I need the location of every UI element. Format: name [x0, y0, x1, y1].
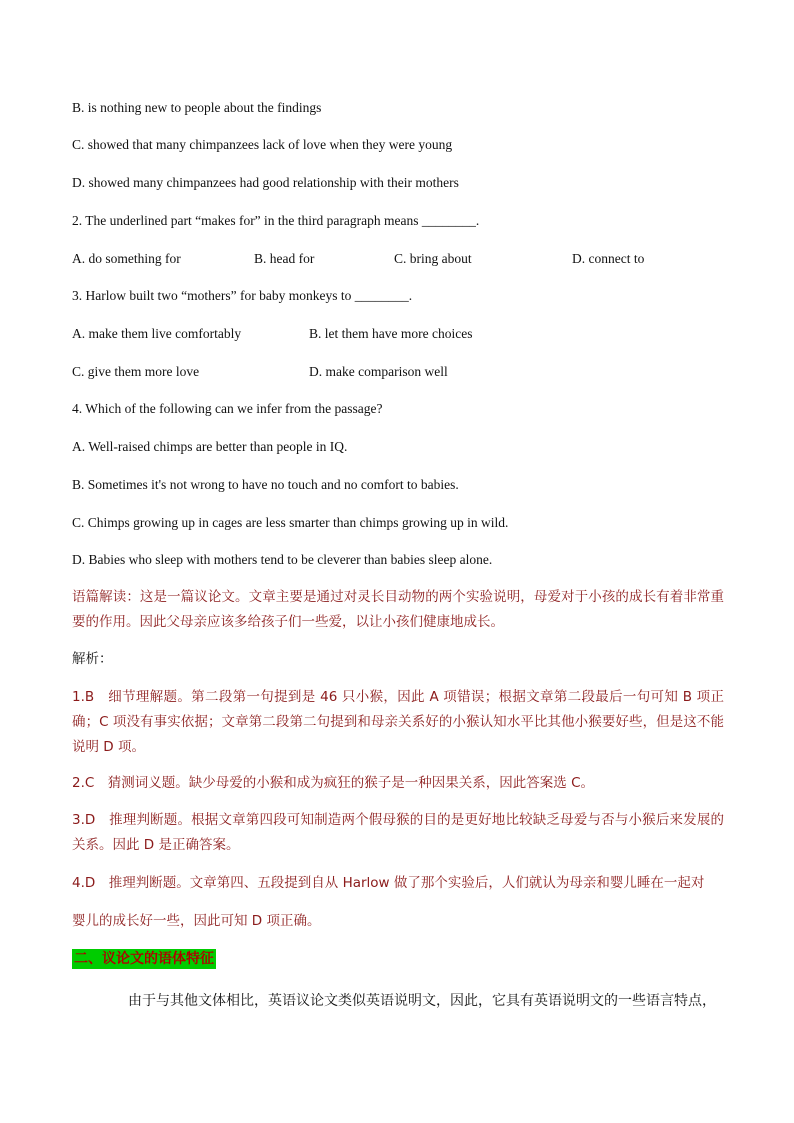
- q4-option-b: B. Sometimes it's not wrong to have no touch and no comfort to babies.: [72, 477, 459, 492]
- q2-option-b: B. head for: [254, 251, 315, 266]
- q3-option-d: D. make comparison well: [309, 364, 448, 379]
- q4-option-d: D. Babies who sleep with mothers tend to be cleverer than babies sleep alone.: [72, 552, 493, 567]
- answer-1-explanation: 1.B 细节理解题。第二段第一句提到是 46 只小猴，因此 A 项错误；根据文章第二段最后一句可知 B 项正确；C 项没有事实依据；文章第二段第二句提到和母亲关系好的小猴认知水平比其他小猴要好些，但是这不能说明 D 项。: [72, 689, 724, 755]
- answer-4-explanation-line2: 婴儿的成长好一些，因此可知 D 项正确。: [72, 913, 321, 929]
- passage-summary: 语篇解读：这是一篇议论文。文章主要是通过对灵长目动物的两个实验说明，母爱对于小孩的成长有着非常重要的作用。因此父母亲应该多给孩子们一些爱，以让小孩们健康地成长。: [72, 589, 724, 630]
- section-heading: 二、议论文的语体特征: [74, 951, 214, 967]
- q1-option-c: C. showed that many chimpanzees lack of love when they were young: [72, 137, 453, 152]
- q3-option-b: B. let them have more choices: [309, 326, 473, 341]
- q3-stem: 3. Harlow built two “mothers” for baby monkeys to ________.: [72, 288, 413, 303]
- q2-option-a: A. do something for: [72, 251, 181, 266]
- q3-options-row1: [72, 326, 732, 342]
- q3-option-a: A. make them live comfortably: [72, 326, 242, 341]
- q1-option-d: D. showed many chimpanzees had good relationship with their mothers: [72, 175, 459, 190]
- q1-option-b: B. is nothing new to people about the findings: [72, 100, 322, 115]
- answer-2-explanation: 2.C 猜测词义题。缺少母爱的小猴和成为疯狂的猴子是一种因果关系，因此答案选 C。: [72, 775, 595, 791]
- section-intro-paragraph: 由于与其他文体相比，英语议论文类似英语说明文，因此，它具有英语说明文的一些语言特点，: [128, 993, 716, 1009]
- analysis-label: 解析：: [72, 651, 113, 667]
- q2-option-c: C. bring about: [394, 251, 472, 266]
- answer-3-explanation: 3.D 推理判断题。根据文章第四段可知制造两个假母猴的目的是更好地比较缺乏母爱与否与小猴后来发展的关系。因此 D 是正确答案。: [72, 812, 724, 853]
- q4-stem: 4. Which of the following can we infer from the passage?: [72, 401, 383, 416]
- q2-option-d: D. connect to: [572, 251, 645, 266]
- q3-options-row2: [72, 364, 732, 380]
- q2-stem: 2. The underlined part “makes for” in the third paragraph means ________.: [72, 213, 480, 228]
- q4-option-a: A. Well-raised chimps are better than people in IQ.: [72, 439, 348, 454]
- answer-4-explanation-line1: 4.D 推理判断题。文章第四、五段提到自从 Harlow 做了那个实验后，人们就认为母亲和婴儿睡在一起对: [72, 875, 705, 891]
- q4-option-c: C. Chimps growing up in cages are less smarter than chimps growing up in wild.: [72, 515, 509, 530]
- q3-option-c: C. give them more love: [72, 364, 200, 379]
- q2-options: [72, 251, 732, 267]
